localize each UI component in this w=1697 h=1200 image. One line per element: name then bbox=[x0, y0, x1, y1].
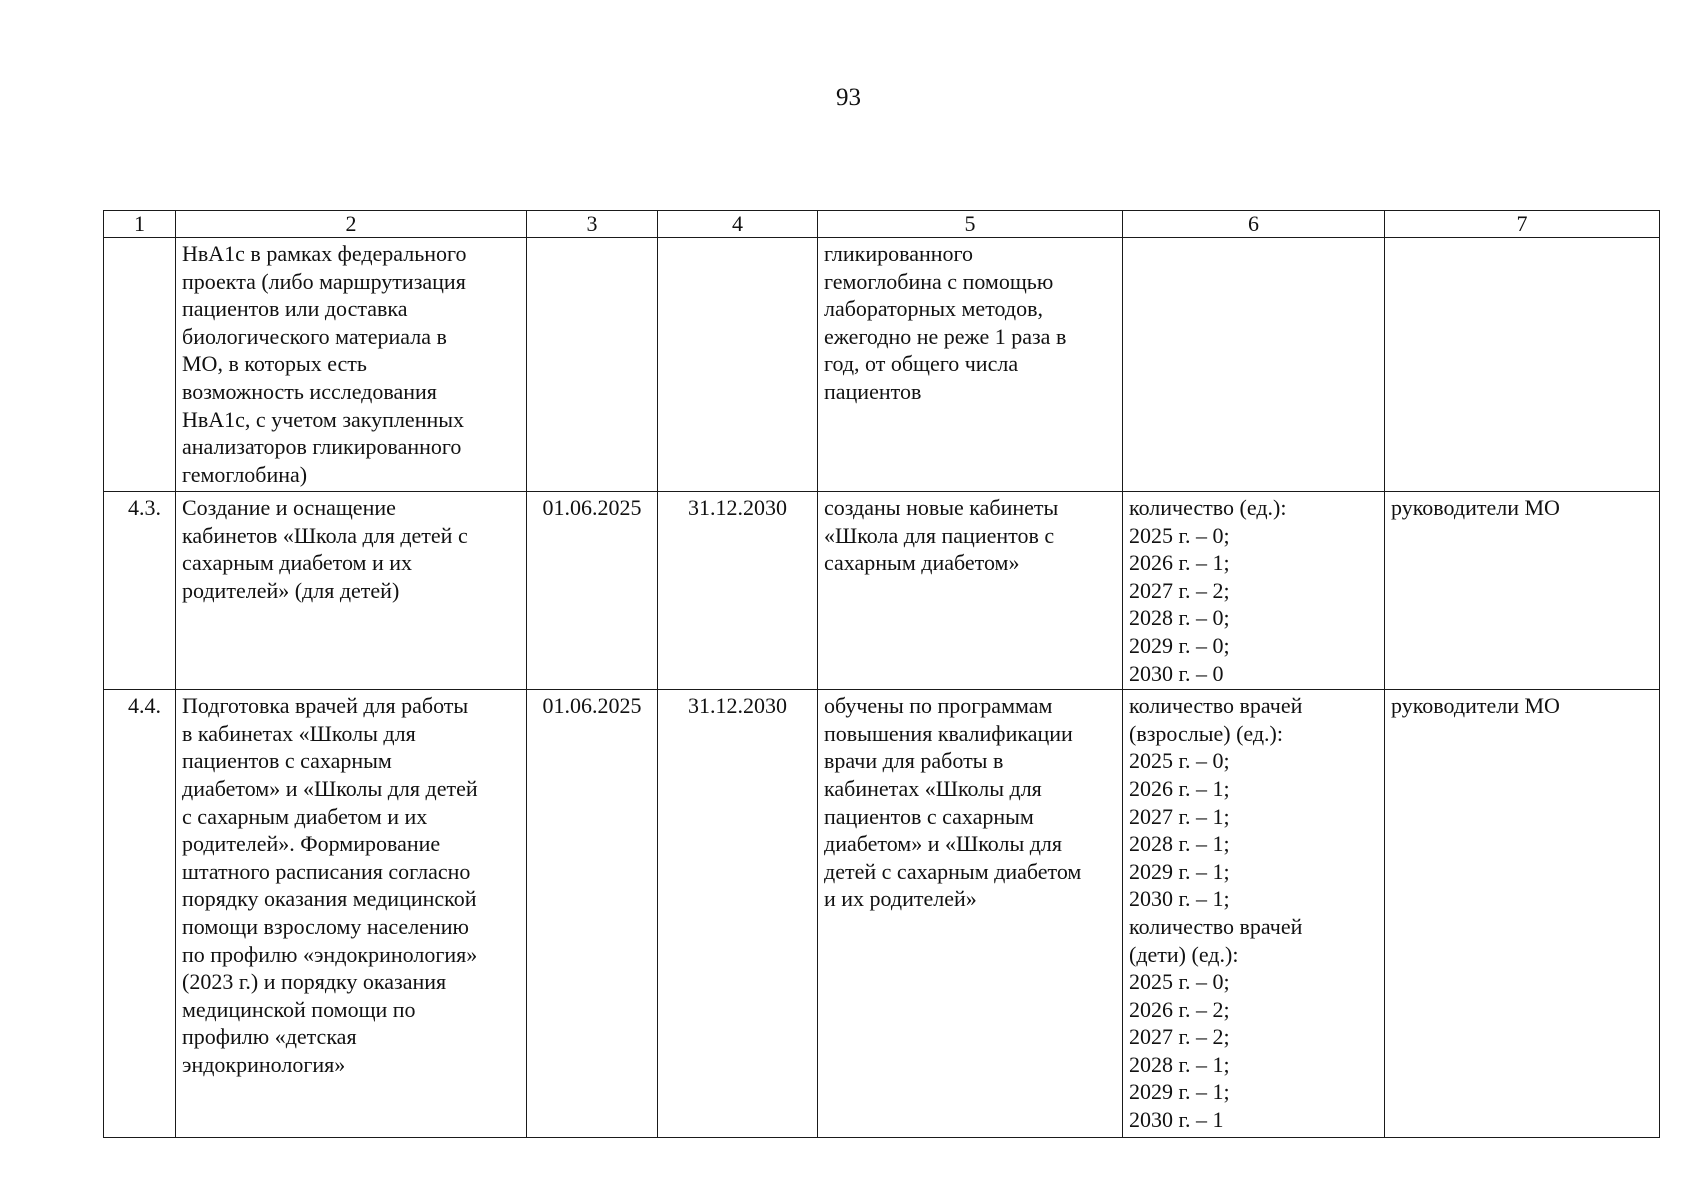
cell-line: диабетом» и «Школы для bbox=[824, 831, 1063, 857]
start-date bbox=[527, 238, 658, 492]
column-number-row bbox=[104, 211, 1660, 238]
cell-line: Создание и оснащение bbox=[182, 495, 396, 520]
end-date: 31.12.2030 bbox=[658, 690, 818, 1138]
cell-line: помощи взрослому населению bbox=[182, 913, 469, 939]
indicator bbox=[1123, 238, 1385, 492]
cell-line: 2026 г. – 1; bbox=[1129, 550, 1230, 576]
cell-line: биологического материала в bbox=[182, 323, 447, 349]
cell-line: анализаторов гликированного bbox=[182, 434, 462, 460]
cell-line: 2026 г. – 2; bbox=[1129, 996, 1230, 1022]
expected-result bbox=[818, 690, 1123, 1138]
cell-line: НвА1с в рамках федерального bbox=[182, 241, 467, 266]
column-number: 5 bbox=[818, 211, 1123, 238]
cell-line: пациентов с сахарным bbox=[182, 748, 392, 774]
cell-line: количество (ед.): bbox=[1129, 495, 1287, 520]
cell-line: сахарным диабетом» bbox=[824, 550, 1020, 576]
cell-line: кабинетов «Школа для детей с bbox=[182, 522, 468, 548]
measure-name bbox=[176, 238, 527, 492]
cell-line: гемоглобина с помощью bbox=[824, 268, 1054, 294]
cell-line: МО, в которых есть bbox=[182, 351, 367, 377]
expected-result bbox=[818, 492, 1123, 690]
cell-line: пациентов с сахарным bbox=[824, 803, 1034, 829]
responsible: руководители МО bbox=[1385, 492, 1660, 690]
indicator bbox=[1123, 690, 1385, 1138]
cell-line: 2026 г. – 1; bbox=[1129, 775, 1230, 801]
cell-line: количество врачей bbox=[1129, 913, 1303, 939]
cell-line: 2025 г. – 0; bbox=[1129, 748, 1230, 774]
cell-line: количество врачей bbox=[1129, 693, 1303, 719]
cell-line: 2025 г. – 0; bbox=[1129, 969, 1230, 995]
cell-line: 2028 г. – 0; bbox=[1129, 605, 1230, 631]
column-number: 6 bbox=[1123, 211, 1385, 238]
cell-line: 2027 г. – 1; bbox=[1129, 803, 1230, 829]
cell-line: (взрослые) (ед.): bbox=[1129, 720, 1283, 746]
measures-table bbox=[103, 210, 1660, 1138]
row-number: 4.3. bbox=[104, 492, 176, 690]
table-row bbox=[104, 492, 1660, 690]
end-date: 31.12.2030 bbox=[658, 492, 818, 690]
cell-line: медицинской помощи по bbox=[182, 996, 416, 1022]
cell-line: с сахарным диабетом и их bbox=[182, 803, 428, 829]
cell-line: порядку оказания медицинской bbox=[182, 886, 477, 912]
cell-line: детей с сахарным диабетом bbox=[824, 858, 1082, 884]
indicator bbox=[1123, 492, 1385, 690]
measure-name bbox=[176, 492, 527, 690]
cell-line: лабораторных методов, bbox=[824, 296, 1043, 322]
cell-line: диабетом» и «Школы для детей bbox=[182, 775, 478, 801]
cell-line: эндокринология» bbox=[182, 1051, 346, 1077]
cell-line: в кабинетах «Школы для bbox=[182, 720, 416, 746]
start-date: 01.06.2025 bbox=[527, 492, 658, 690]
cell-line: пациентов bbox=[824, 378, 922, 404]
cell-line: врачи для работы в bbox=[824, 748, 1004, 774]
measure-name bbox=[176, 690, 527, 1138]
cell-line: 2030 г. – 1 bbox=[1129, 1107, 1224, 1133]
cell-line: родителей» (для детей) bbox=[182, 577, 400, 603]
column-number: 4 bbox=[658, 211, 818, 238]
cell-line: 2030 г. – 0 bbox=[1129, 660, 1224, 686]
cell-line: по профилю «эндокринология» bbox=[182, 941, 478, 967]
cell-line: кабинетах «Школы для bbox=[824, 775, 1042, 801]
expected-result bbox=[818, 238, 1123, 492]
cell-line: 2029 г. – 1; bbox=[1129, 858, 1230, 884]
cell-line: и их родителей» bbox=[824, 886, 977, 912]
column-number: 7 bbox=[1385, 211, 1660, 238]
cell-line: сахарным диабетом и их bbox=[182, 550, 413, 576]
cell-line: созданы новые кабинеты bbox=[824, 495, 1059, 520]
cell-line: Подготовка врачей для работы bbox=[182, 693, 469, 719]
cell-line: гликированного bbox=[824, 241, 974, 266]
cell-line: родителей». Формирование bbox=[182, 831, 441, 857]
end-date bbox=[658, 238, 818, 492]
cell-line: (2023 г.) и порядку оказания bbox=[182, 969, 447, 995]
row-number bbox=[104, 238, 176, 492]
cell-line: гемоглобина) bbox=[182, 461, 308, 487]
responsible: руководители МО bbox=[1385, 690, 1660, 1138]
cell-line: повышения квалификации bbox=[824, 720, 1073, 746]
cell-line: год, от общего числа bbox=[824, 351, 1019, 377]
cell-line: обучены по программам bbox=[824, 693, 1053, 719]
cell-line: НвА1с, с учетом закупленных bbox=[182, 406, 465, 432]
cell-line: «Школа для пациентов с bbox=[824, 522, 1055, 548]
cell-line: профилю «детская bbox=[182, 1024, 357, 1050]
responsible bbox=[1385, 238, 1660, 492]
cell-line: 2028 г. – 1; bbox=[1129, 1051, 1230, 1077]
cell-line: 2027 г. – 2; bbox=[1129, 1024, 1230, 1050]
column-number: 3 bbox=[527, 211, 658, 238]
column-number: 2 bbox=[176, 211, 527, 238]
cell-line: пациентов или доставка bbox=[182, 296, 408, 322]
cell-line: 2029 г. – 0; bbox=[1129, 632, 1230, 658]
cell-line: 2028 г. – 1; bbox=[1129, 831, 1230, 857]
table-row bbox=[104, 690, 1660, 1138]
row-number: 4.4. bbox=[104, 690, 176, 1138]
column-number: 1 bbox=[104, 211, 176, 238]
start-date: 01.06.2025 bbox=[527, 690, 658, 1138]
cell-line: ежегодно не реже 1 раза в bbox=[824, 323, 1067, 349]
cell-line: (дети) (ед.): bbox=[1129, 941, 1239, 967]
cell-line: проекта (либо маршрутизация bbox=[182, 268, 466, 294]
cell-line: 2027 г. – 2; bbox=[1129, 577, 1230, 603]
cell-line: 2025 г. – 0; bbox=[1129, 522, 1230, 548]
cell-line: 2029 г. – 1; bbox=[1129, 1079, 1230, 1105]
cell-line: возможность исследования bbox=[182, 378, 437, 404]
cell-line: 2030 г. – 1; bbox=[1129, 886, 1230, 912]
page-number: 93 bbox=[836, 84, 861, 111]
cell-line: штатного расписания согласно bbox=[182, 858, 471, 884]
table-row bbox=[104, 238, 1660, 492]
